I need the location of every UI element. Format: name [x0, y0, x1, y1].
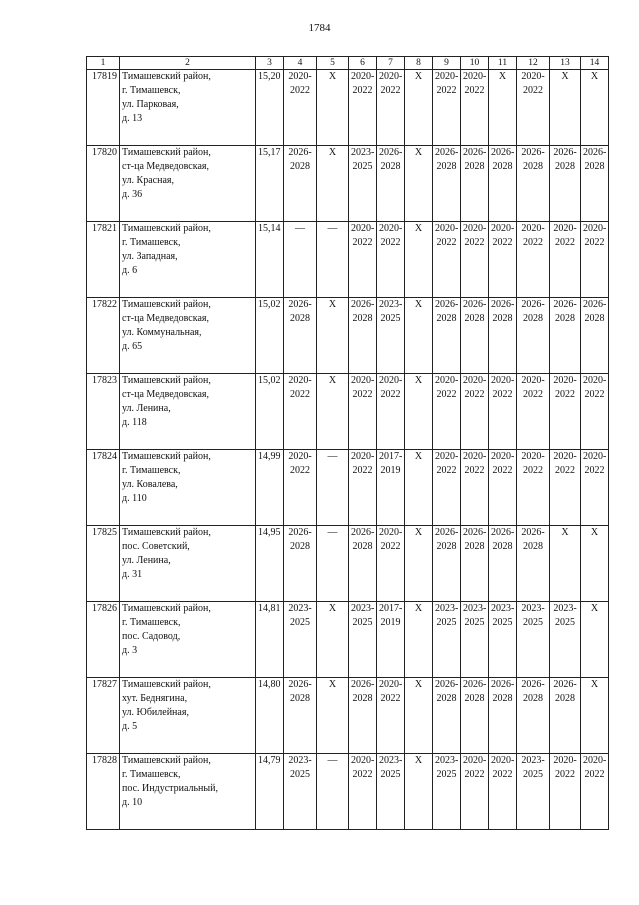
period-cell: X — [317, 70, 349, 146]
column-header: 1 — [87, 57, 120, 70]
address-line: Тимашевский район, — [122, 527, 211, 538]
period-cell: X — [405, 754, 433, 830]
table-row — [87, 70, 609, 146]
table-row — [87, 298, 609, 374]
period-cell: 2026- 2028 — [489, 298, 517, 374]
address-line: Тимашевский район, — [122, 299, 211, 310]
period-cell: 2020- 2022 — [284, 450, 317, 526]
period-cell: 2020- 2022 — [377, 222, 405, 298]
address-line: д. 65 — [122, 341, 143, 352]
table-row — [87, 678, 609, 754]
period-cell: X — [405, 450, 433, 526]
row-number: 17821 — [87, 222, 120, 298]
address-line: пос. Индустриальный, — [122, 783, 218, 794]
address-line: г. Тимашевск, — [122, 85, 181, 96]
period-cell: 2020- 2022 — [284, 374, 317, 450]
period-cell: X — [405, 526, 433, 602]
period-cell: 2026- 2028 — [349, 678, 377, 754]
address-line: ст-ца Медведовская, — [122, 161, 209, 172]
period-cell: — — [317, 526, 349, 602]
period-cell: 2023- 2025 — [377, 754, 405, 830]
area-cell: 15,02 — [256, 374, 284, 450]
address-line: Тимашевский район, — [122, 603, 211, 614]
period-cell: 2020- 2022 — [349, 70, 377, 146]
table-header-row — [87, 57, 609, 70]
column-header: 10 — [461, 57, 489, 70]
period-cell: 2017- 2019 — [377, 602, 405, 678]
period-cell: 2020- 2022 — [550, 450, 581, 526]
period-cell: 2017- 2019 — [377, 450, 405, 526]
period-cell: — — [317, 450, 349, 526]
address-cell — [120, 754, 256, 830]
address-line: г. Тимашевск, — [122, 769, 181, 780]
period-cell: 2023- 2025 — [284, 754, 317, 830]
address-line: Тимашевский район, — [122, 451, 211, 462]
period-cell: X — [489, 70, 517, 146]
address-line: пос. Советский, — [122, 541, 190, 552]
period-cell: 2020- 2022 — [489, 374, 517, 450]
address-line: д. 6 — [122, 265, 138, 276]
period-cell: 2020- 2022 — [349, 374, 377, 450]
period-cell: X — [581, 602, 609, 678]
column-header: 11 — [489, 57, 517, 70]
period-cell: 2026- 2028 — [284, 298, 317, 374]
period-cell: 2020- 2022 — [377, 374, 405, 450]
address-line: хут. Беднягина, — [122, 693, 188, 704]
period-cell: 2020- 2022 — [517, 70, 550, 146]
row-number: 17819 — [87, 70, 120, 146]
period-cell: X — [405, 298, 433, 374]
period-cell: X — [317, 602, 349, 678]
address-line: г. Тимашевск, — [122, 237, 181, 248]
address-line: д. 3 — [122, 645, 138, 656]
column-header: 13 — [550, 57, 581, 70]
period-cell: 2020- 2022 — [489, 754, 517, 830]
row-number: 17823 — [87, 374, 120, 450]
period-cell: X — [405, 222, 433, 298]
address-cell — [120, 450, 256, 526]
period-cell: X — [581, 70, 609, 146]
period-cell: 2020- 2022 — [550, 222, 581, 298]
period-cell: X — [550, 70, 581, 146]
address-line: д. 5 — [122, 721, 138, 732]
period-cell: 2023- 2025 — [550, 602, 581, 678]
address-line: ст-ца Медведовская, — [122, 313, 209, 324]
period-cell: 2020- 2022 — [461, 450, 489, 526]
column-header: 12 — [517, 57, 550, 70]
period-cell: 2020- 2022 — [284, 70, 317, 146]
period-cell: 2020- 2022 — [433, 450, 461, 526]
period-cell: 2020- 2022 — [349, 754, 377, 830]
address-line: ул. Ленина, — [122, 555, 171, 566]
period-cell: 2020- 2022 — [433, 222, 461, 298]
area-cell: 15,02 — [256, 298, 284, 374]
address-cell — [120, 526, 256, 602]
period-cell: 2026- 2028 — [284, 146, 317, 222]
period-cell: 2020- 2022 — [461, 754, 489, 830]
address-line: ст-ца Медведовская, — [122, 389, 209, 400]
period-cell: 2023- 2025 — [284, 602, 317, 678]
period-cell: 2020- 2022 — [461, 70, 489, 146]
period-cell: 2020- 2022 — [517, 450, 550, 526]
registry-table — [86, 56, 609, 830]
column-header: 2 — [120, 57, 256, 70]
table-row — [87, 374, 609, 450]
row-number: 17826 — [87, 602, 120, 678]
column-header: 14 — [581, 57, 609, 70]
row-number: 17825 — [87, 526, 120, 602]
period-cell: X — [405, 602, 433, 678]
address-line: Тимашевский район, — [122, 71, 211, 82]
column-header: 4 — [284, 57, 317, 70]
address-line: г. Тимашевск, — [122, 465, 181, 476]
row-number: 17824 — [87, 450, 120, 526]
period-cell: 2020- 2022 — [461, 222, 489, 298]
table-row — [87, 450, 609, 526]
period-cell: — — [284, 222, 317, 298]
period-cell: 2020- 2022 — [433, 70, 461, 146]
area-cell: 15,14 — [256, 222, 284, 298]
column-header: 7 — [377, 57, 405, 70]
period-cell: 2020- 2022 — [550, 754, 581, 830]
address-line: Тимашевский район, — [122, 375, 211, 386]
period-cell: 2026- 2028 — [517, 298, 550, 374]
address-line: ул. Ленина, — [122, 403, 171, 414]
address-cell — [120, 70, 256, 146]
period-cell: 2026- 2028 — [349, 526, 377, 602]
period-cell: 2020- 2022 — [349, 222, 377, 298]
period-cell: X — [405, 374, 433, 450]
period-cell: 2026- 2028 — [550, 146, 581, 222]
address-cell — [120, 374, 256, 450]
area-cell: 14,95 — [256, 526, 284, 602]
period-cell: 2026- 2028 — [581, 298, 609, 374]
address-line: д. 31 — [122, 569, 143, 580]
period-cell: 2026- 2028 — [433, 146, 461, 222]
period-cell: 2020- 2022 — [581, 754, 609, 830]
period-cell: 2020- 2022 — [581, 222, 609, 298]
table-body — [87, 57, 609, 830]
address-line: д. 13 — [122, 113, 143, 124]
period-cell: 2026- 2028 — [377, 146, 405, 222]
area-cell: 14,80 — [256, 678, 284, 754]
address-line: д. 118 — [122, 417, 147, 428]
period-cell: X — [581, 678, 609, 754]
row-number: 17822 — [87, 298, 120, 374]
area-cell: 14,99 — [256, 450, 284, 526]
area-cell: 15,17 — [256, 146, 284, 222]
address-line: д. 36 — [122, 189, 143, 200]
period-cell: 2020- 2022 — [377, 70, 405, 146]
address-line: Тимашевский район, — [122, 755, 211, 766]
period-cell: 2023- 2025 — [517, 602, 550, 678]
period-cell: 2023- 2025 — [517, 754, 550, 830]
address-line: ул. Парковая, — [122, 99, 179, 110]
row-number: 17820 — [87, 146, 120, 222]
table-row — [87, 602, 609, 678]
address-line: Тимашевский район, — [122, 223, 211, 234]
column-header: 6 — [349, 57, 377, 70]
period-cell: 2026- 2028 — [284, 526, 317, 602]
period-cell: 2026- 2028 — [433, 298, 461, 374]
address-line: пос. Садовод, — [122, 631, 181, 642]
page-number: 1784 — [308, 22, 331, 34]
area-cell: 14,79 — [256, 754, 284, 830]
period-cell: 2023- 2025 — [489, 602, 517, 678]
period-cell: 2026- 2028 — [461, 146, 489, 222]
area-cell: 14,81 — [256, 602, 284, 678]
period-cell: 2020- 2022 — [377, 526, 405, 602]
period-cell: 2026- 2028 — [550, 298, 581, 374]
column-header: 3 — [256, 57, 284, 70]
column-header: 8 — [405, 57, 433, 70]
address-cell — [120, 146, 256, 222]
period-cell: 2023- 2025 — [349, 146, 377, 222]
table-row — [87, 146, 609, 222]
period-cell: 2026- 2028 — [284, 678, 317, 754]
period-cell: 2020- 2022 — [489, 222, 517, 298]
period-cell: 2020- 2022 — [581, 450, 609, 526]
period-cell: 2023- 2025 — [349, 602, 377, 678]
period-cell: 2026- 2028 — [489, 146, 517, 222]
address-line: Тимашевский район, — [122, 147, 211, 158]
period-cell: 2026- 2028 — [517, 526, 550, 602]
period-cell: 2026- 2028 — [349, 298, 377, 374]
period-cell: 2026- 2028 — [489, 678, 517, 754]
address-cell — [120, 602, 256, 678]
period-cell: 2026- 2028 — [433, 526, 461, 602]
address-line: Тимашевский район, — [122, 679, 211, 690]
address-line: ул. Западная, — [122, 251, 178, 262]
period-cell: 2020- 2022 — [377, 678, 405, 754]
period-cell: — — [317, 754, 349, 830]
period-cell: 2026- 2028 — [461, 298, 489, 374]
column-header: 5 — [317, 57, 349, 70]
period-cell: 2026- 2028 — [489, 526, 517, 602]
period-cell: 2023- 2025 — [433, 602, 461, 678]
period-cell: 2023- 2025 — [461, 602, 489, 678]
row-number: 17827 — [87, 678, 120, 754]
address-line: г. Тимашевск, — [122, 617, 181, 628]
period-cell: 2026- 2028 — [581, 146, 609, 222]
period-cell: X — [317, 298, 349, 374]
address-cell — [120, 678, 256, 754]
period-cell: X — [405, 146, 433, 222]
period-cell: 2026- 2028 — [517, 678, 550, 754]
period-cell: 2020- 2022 — [433, 374, 461, 450]
address-line: ул. Коммунальная, — [122, 327, 202, 338]
period-cell: 2020- 2022 — [517, 222, 550, 298]
address-cell — [120, 298, 256, 374]
period-cell: X — [405, 70, 433, 146]
address-line: д. 10 — [122, 797, 143, 808]
address-line: ул. Ковалева, — [122, 479, 178, 490]
period-cell: X — [317, 146, 349, 222]
column-header: 9 — [433, 57, 461, 70]
area-cell: 15,20 — [256, 70, 284, 146]
period-cell: 2026- 2028 — [550, 678, 581, 754]
period-cell: 2020- 2022 — [489, 450, 517, 526]
period-cell: 2020- 2022 — [517, 374, 550, 450]
table-row — [87, 526, 609, 602]
address-line: д. 110 — [122, 493, 147, 504]
period-cell: X — [317, 678, 349, 754]
table-row — [87, 222, 609, 298]
period-cell: X — [317, 374, 349, 450]
period-cell: X — [581, 526, 609, 602]
period-cell: 2026- 2028 — [517, 146, 550, 222]
period-cell: 2020- 2022 — [461, 374, 489, 450]
period-cell: 2023- 2025 — [377, 298, 405, 374]
period-cell: 2026- 2028 — [461, 526, 489, 602]
address-line: ул. Юбилейная, — [122, 707, 189, 718]
address-line: ул. Красная, — [122, 175, 174, 186]
period-cell: X — [405, 678, 433, 754]
period-cell: — — [317, 222, 349, 298]
period-cell: 2020- 2022 — [550, 374, 581, 450]
period-cell: 2026- 2028 — [461, 678, 489, 754]
period-cell: X — [550, 526, 581, 602]
period-cell: 2023- 2025 — [433, 754, 461, 830]
row-number: 17828 — [87, 754, 120, 830]
table-row — [87, 754, 609, 830]
period-cell: 2020- 2022 — [581, 374, 609, 450]
address-cell — [120, 222, 256, 298]
period-cell: 2020- 2022 — [349, 450, 377, 526]
period-cell: 2026- 2028 — [433, 678, 461, 754]
